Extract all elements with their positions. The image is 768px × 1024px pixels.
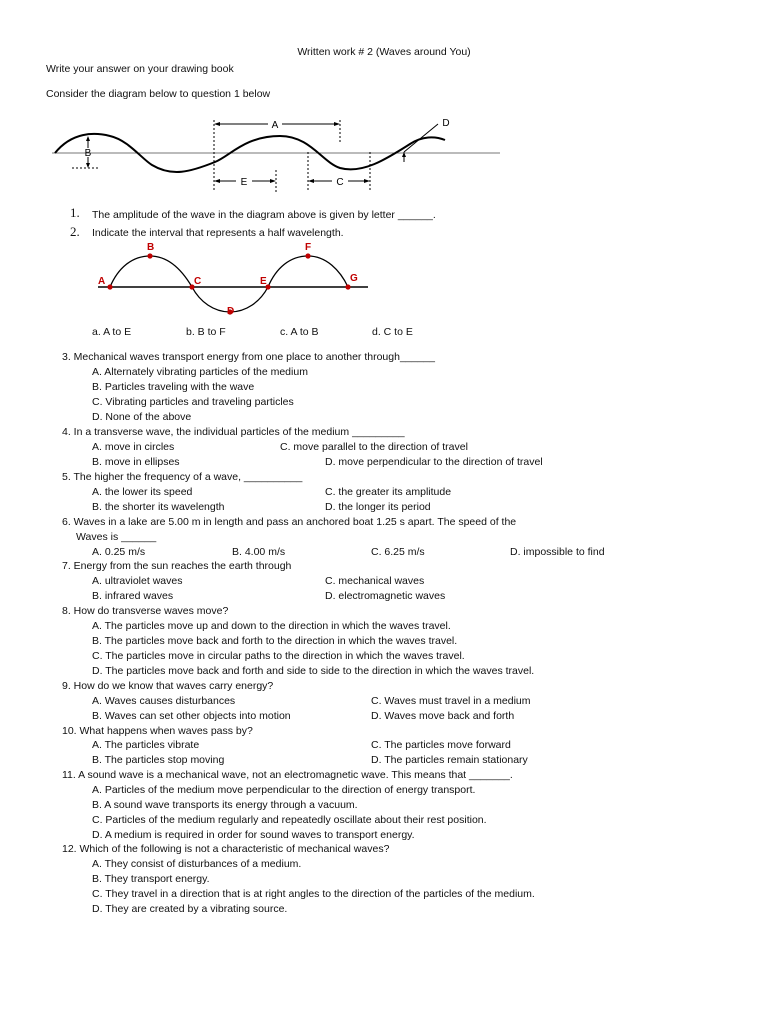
q2-choice-a: a. A to E <box>92 326 132 338</box>
q6-choice-c: C. 6.25 m/s <box>371 546 425 558</box>
point-label-a: A <box>98 276 106 287</box>
diagram-label-c: C <box>336 177 344 188</box>
q4-choice-b: B. move in ellipses <box>92 456 180 468</box>
q9-choice-c: C. Waves must travel in a medium <box>371 695 531 707</box>
q8-stem: 8. How do transverse waves move? <box>62 605 229 617</box>
q4-stem: 4. In a transverse wave, the individual particles of the medium _________ <box>62 426 405 438</box>
q12-choice-d: D. They are created by a vibrating source. <box>92 903 288 915</box>
q7-stem: 7. Energy from the sun reaches the earth through <box>62 560 292 572</box>
q10-choice-a: A. The particles vibrate <box>92 739 200 751</box>
wave-curve <box>110 256 348 312</box>
q10-choice-c: C. The particles move forward <box>371 739 511 751</box>
q12-choice-b: B. They transport energy. <box>92 873 210 885</box>
q9-choice-a: A. Waves causes disturbances <box>92 695 236 707</box>
q3-choice-c: C. Vibrating particles and traveling particles <box>92 396 294 408</box>
point-label-g: G <box>350 273 358 284</box>
q5-stem: 5. The higher the frequency of a wave, __________ <box>62 471 303 483</box>
q6-stem: 6. Waves in a lake are 5.00 m in length and pass an anchored boat 1.25 s apart. The speed of the <box>62 516 517 528</box>
q5-choice-d: D. the longer its period <box>325 501 431 513</box>
wave-diagram-1 <box>50 112 510 202</box>
q5-choice-b: B. the shorter its wavelength <box>92 501 225 513</box>
q2-number: 2. <box>70 224 80 239</box>
q8-choice-a: A. The particles move up and down to the direction in which the waves travel. <box>92 620 451 632</box>
q5-choice-c: C. the greater its amplitude <box>325 486 452 498</box>
diagram-instruction: Consider the diagram below to question 1 below <box>46 88 271 100</box>
point-label-b: B <box>147 242 155 253</box>
point-label-d: D <box>227 306 235 317</box>
q5-choice-a: A. the lower its speed <box>92 486 193 498</box>
instruction-line: Write your answer on your drawing book <box>46 63 234 75</box>
q7-choice-a: A. ultraviolet waves <box>92 575 183 587</box>
q2-text: Indicate the interval that represents a half wavelength. <box>92 227 344 239</box>
q6-choice-a: A. 0.25 m/s <box>92 546 146 558</box>
q6-choice-b: B. 4.00 m/s <box>232 546 286 558</box>
q10-stem: 10. What happens when waves pass by? <box>62 725 253 737</box>
q9-choice-d: D. Waves move back and forth <box>371 710 515 722</box>
q8-choice-b: B. The particles move back and forth to the direction in which the waves travel. <box>92 635 458 647</box>
q12-stem: 12. Which of the following is not a characteristic of mechanical waves? <box>62 843 390 855</box>
q12-choice-c: C. They travel in a direction that is at right angles to the direction of the particles of the medium. <box>92 888 535 900</box>
q8-choice-c: C. The particles move in circular paths to the direction in which the waves travel. <box>92 650 465 662</box>
q2-choice-d: d. C to E <box>372 326 413 338</box>
q11-stem: 11. A sound wave is a mechanical wave, not an electromagnetic wave. This means that _______. <box>62 769 513 781</box>
q8-choice-d: D. The particles move back and forth and side to side to the direction in which the waves travel. <box>92 665 535 677</box>
q9-choice-b: B. Waves can set other objects into motion <box>92 710 291 722</box>
q10-choice-d: D. The particles remain stationary <box>371 754 528 766</box>
diagram-label-e: E <box>240 177 248 188</box>
q4-choice-c: C. move parallel to the direction of travel <box>280 441 468 453</box>
q11-choice-d: D. A medium is required in order for sound waves to transport energy. <box>92 829 415 841</box>
q1-number: 1. <box>70 205 80 220</box>
diagram-label-d: D <box>442 118 450 129</box>
q1-text: The amplitude of the wave in the diagram above is given by letter ______. <box>92 209 436 221</box>
q3-choice-d: D. None of the above <box>92 411 192 423</box>
q7-choice-b: B. infrared waves <box>92 590 174 602</box>
q7-choice-d: D. electromagnetic waves <box>325 590 446 602</box>
q7-choice-c: C. mechanical waves <box>325 575 425 587</box>
q12-choice-a: A. They consist of disturbances of a medium. <box>92 858 302 870</box>
q4-choice-d: D. move perpendicular to the direction of travel <box>325 456 543 468</box>
point-label-f: F <box>305 242 312 253</box>
diagram-label-a: A <box>271 120 279 131</box>
q2-choice-c: c. A to B <box>280 326 319 338</box>
q6-stem-continued: Waves is ______ <box>76 531 157 543</box>
q4-choice-a: A. move in circles <box>92 441 175 453</box>
wave-diagram-2 <box>96 240 386 320</box>
q3-choice-b: B. Particles traveling with the wave <box>92 381 255 393</box>
q9-stem: 9. How do we know that waves carry energy? <box>62 680 274 692</box>
q3-stem: 3. Mechanical waves transport energy from one place to another through______ <box>62 351 435 363</box>
q10-choice-b: B. The particles stop moving <box>92 754 225 766</box>
q3-choice-a: A. Alternately vibrating particles of the medium <box>92 366 308 378</box>
point-label-e: E <box>260 276 267 287</box>
diagram-label-b: B <box>84 148 92 159</box>
page-title: Written work # 2 (Waves around You) <box>297 46 471 58</box>
q11-choice-c: C. Particles of the medium regularly and repeatedly oscillate about their rest position. <box>92 814 487 826</box>
q2-choice-b: b. B to F <box>186 326 226 338</box>
q11-choice-b: B. A sound wave transports its energy through a vacuum. <box>92 799 358 811</box>
q6-choice-d: D. impossible to find <box>510 546 605 558</box>
point-label-c: C <box>194 276 202 287</box>
q11-choice-a: A. Particles of the medium move perpendicular to the direction of energy transport. <box>92 784 476 796</box>
